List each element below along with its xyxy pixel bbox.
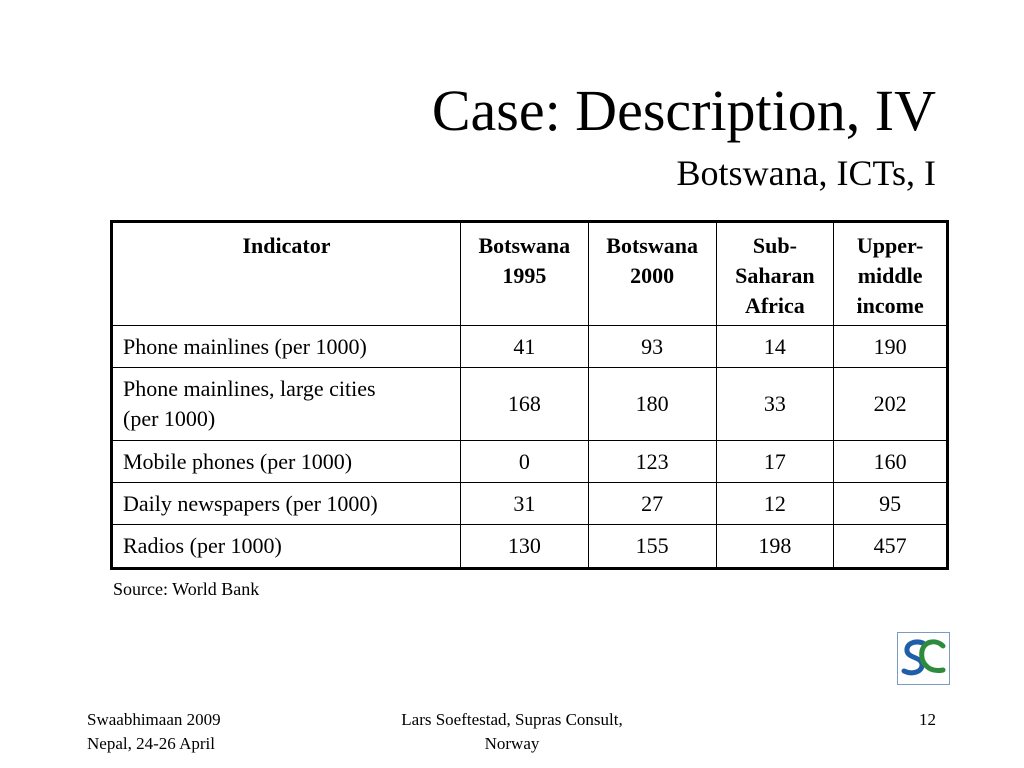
header-sub-saharan-africa xyxy=(716,222,834,326)
table-row xyxy=(112,368,948,441)
value-sub-saharan-africa: 12 xyxy=(716,483,834,525)
value-botswana-1995: 31 xyxy=(460,483,588,525)
header-line: Saharan xyxy=(735,263,815,288)
table-row xyxy=(112,326,948,368)
value-botswana-2000: 27 xyxy=(588,483,716,525)
value-botswana-2000: 123 xyxy=(588,441,716,483)
indicator-line: Phone mainlines, large cities xyxy=(123,376,376,401)
header-line: income xyxy=(856,293,924,318)
sc-logo-graphic xyxy=(898,633,949,684)
logo-c-stroke xyxy=(922,642,943,671)
footer-event-info xyxy=(87,708,221,756)
footer-line: Nepal, 24-26 April xyxy=(87,734,215,753)
value-botswana-2000: 93 xyxy=(588,326,716,368)
page-number: 12 xyxy=(919,710,936,729)
footer-line: Norway xyxy=(484,734,540,753)
value-botswana-2000: 155 xyxy=(588,525,716,569)
indicator-line: (per 1000) xyxy=(123,406,216,431)
value-upper-middle-income: 95 xyxy=(834,483,948,525)
footer-line: Lars Soeftestad, Supras Consult, xyxy=(401,710,623,729)
header-line: middle xyxy=(857,263,923,288)
value-upper-middle-income: 190 xyxy=(834,326,948,368)
value-sub-saharan-africa: 198 xyxy=(716,525,834,569)
table-header-row xyxy=(112,222,948,326)
header-line: 1995 xyxy=(502,263,547,288)
sc-logo-icon xyxy=(897,632,950,685)
value-botswana-2000: 180 xyxy=(588,368,716,441)
header-upper-middle-income xyxy=(834,222,948,326)
header-botswana-2000 xyxy=(588,222,716,326)
indicator-line: Radios (per 1000) xyxy=(123,533,282,558)
indicator-line: Mobile phones (per 1000) xyxy=(123,448,353,474)
value-upper-middle-income: 202 xyxy=(834,368,948,441)
value-upper-middle-income: 160 xyxy=(834,441,948,483)
value-botswana-1995: 130 xyxy=(460,525,588,569)
indicator-cell xyxy=(112,368,461,441)
header-line: Botswana xyxy=(606,233,698,258)
ict-indicators-table xyxy=(110,220,949,570)
header-indicator: Indicator xyxy=(112,222,461,326)
source-note: Source: World Bank xyxy=(113,579,260,599)
header-line: Africa xyxy=(744,293,805,318)
table-row xyxy=(112,525,948,569)
indicator-cell xyxy=(112,525,461,569)
indicator-cell xyxy=(112,483,461,525)
value-botswana-1995: 0 xyxy=(460,441,588,483)
indicator-line: Phone mainlines (per 1000) xyxy=(123,333,367,359)
value-botswana-1995: 41 xyxy=(460,326,588,368)
header-line: Sub- xyxy=(752,233,797,258)
indicator-line: Daily newspapers (per 1000) xyxy=(123,490,378,516)
slide-title: Case: Description, IV xyxy=(431,78,936,143)
table-row xyxy=(112,441,948,483)
indicator-cell xyxy=(112,326,461,368)
value-sub-saharan-africa: 17 xyxy=(716,441,834,483)
header-botswana-1995 xyxy=(460,222,588,326)
value-sub-saharan-africa: 33 xyxy=(716,368,834,441)
footer-line: Swaabhimaan 2009 xyxy=(87,710,221,729)
header-line: Upper- xyxy=(856,233,924,258)
slide-subtitle: Botswana, ICTs, I xyxy=(676,153,936,193)
header-line: Botswana xyxy=(478,233,571,258)
footer-author xyxy=(372,708,652,756)
header-line: 2000 xyxy=(630,263,675,288)
value-botswana-1995: 168 xyxy=(460,368,588,441)
table-row xyxy=(112,483,948,525)
value-sub-saharan-africa: 14 xyxy=(716,326,834,368)
value-upper-middle-income: 457 xyxy=(834,525,948,569)
indicator-cell xyxy=(112,441,461,483)
